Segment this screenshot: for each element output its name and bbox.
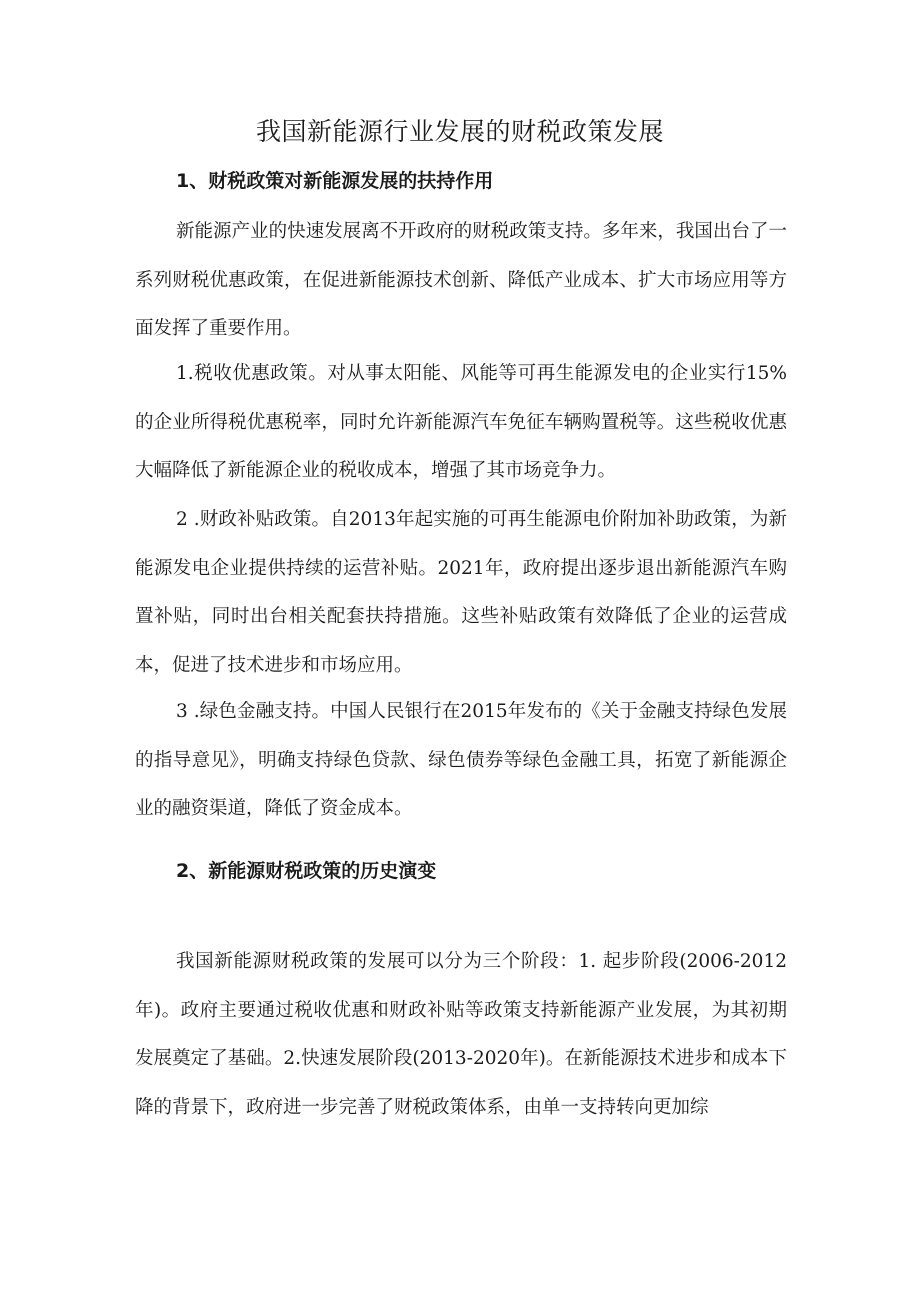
- section-heading-2: 2、新能源财税政策的历史演变: [176, 860, 437, 882]
- section-2-paragraph-1: 我国新能源财税政策的发展可以分为三个阶段：1. 起步阶段(2006-2012年)。政府主要通过税收优惠和财政补贴等政策支持新能源产业发展，为其初期发展奠定了基础。2.快速发展阶段(2013-2020年)。在新能源技术进步和成本下降的背景下，政府进一步完善了财税政策体系，由单一支持转向更加综: [135, 951, 787, 1118]
- section-heading-1: 1、财税政策对新能源发展的扶持作用: [176, 170, 494, 192]
- section-1-paragraph-1: 新能源产业的快速发展离不开政府的财税政策支持。多年来，我国出台了一系列财税优惠政策，在促进新能源技术创新、降低产业成本、扩大市场应用等方面发挥了重要作用。: [135, 221, 787, 339]
- section-1-paragraph-green-finance: 3 .绿色金融支持。中国人民银行在2015年发布的《关于金融支持绿色发展的指导意见》，明确支持绿色贷款、绿色债券等绿色金融工具，拓宽了新能源企业的融资渠道，降低了资金成本。: [135, 701, 787, 819]
- section-1-paragraph-tax-incentives: 1.税收优惠政策。对从事太阳能、风能等可再生能源发电的企业实行15%的企业所得税优惠税率，同时允许新能源汽车免征车辆购置税等。这些税收优惠大幅降低了新能源企业的税收成本，增强了其市场竞争力。: [135, 363, 787, 481]
- section-1-paragraph-fiscal-subsidies: 2 .财政补贴政策。自2013年起实施的可再生能源电价附加补助政策，为新能源发电企业提供持续的运营补贴。2021年，政府提出逐步退出新能源汽车购置补贴，同时出台相关配套扶持措施。这些补贴政策有效降低了企业的运营成本，促进了技术进步和市场应用。: [135, 509, 787, 676]
- document-title: 我国新能源行业发展的财税政策发展: [255, 117, 664, 146]
